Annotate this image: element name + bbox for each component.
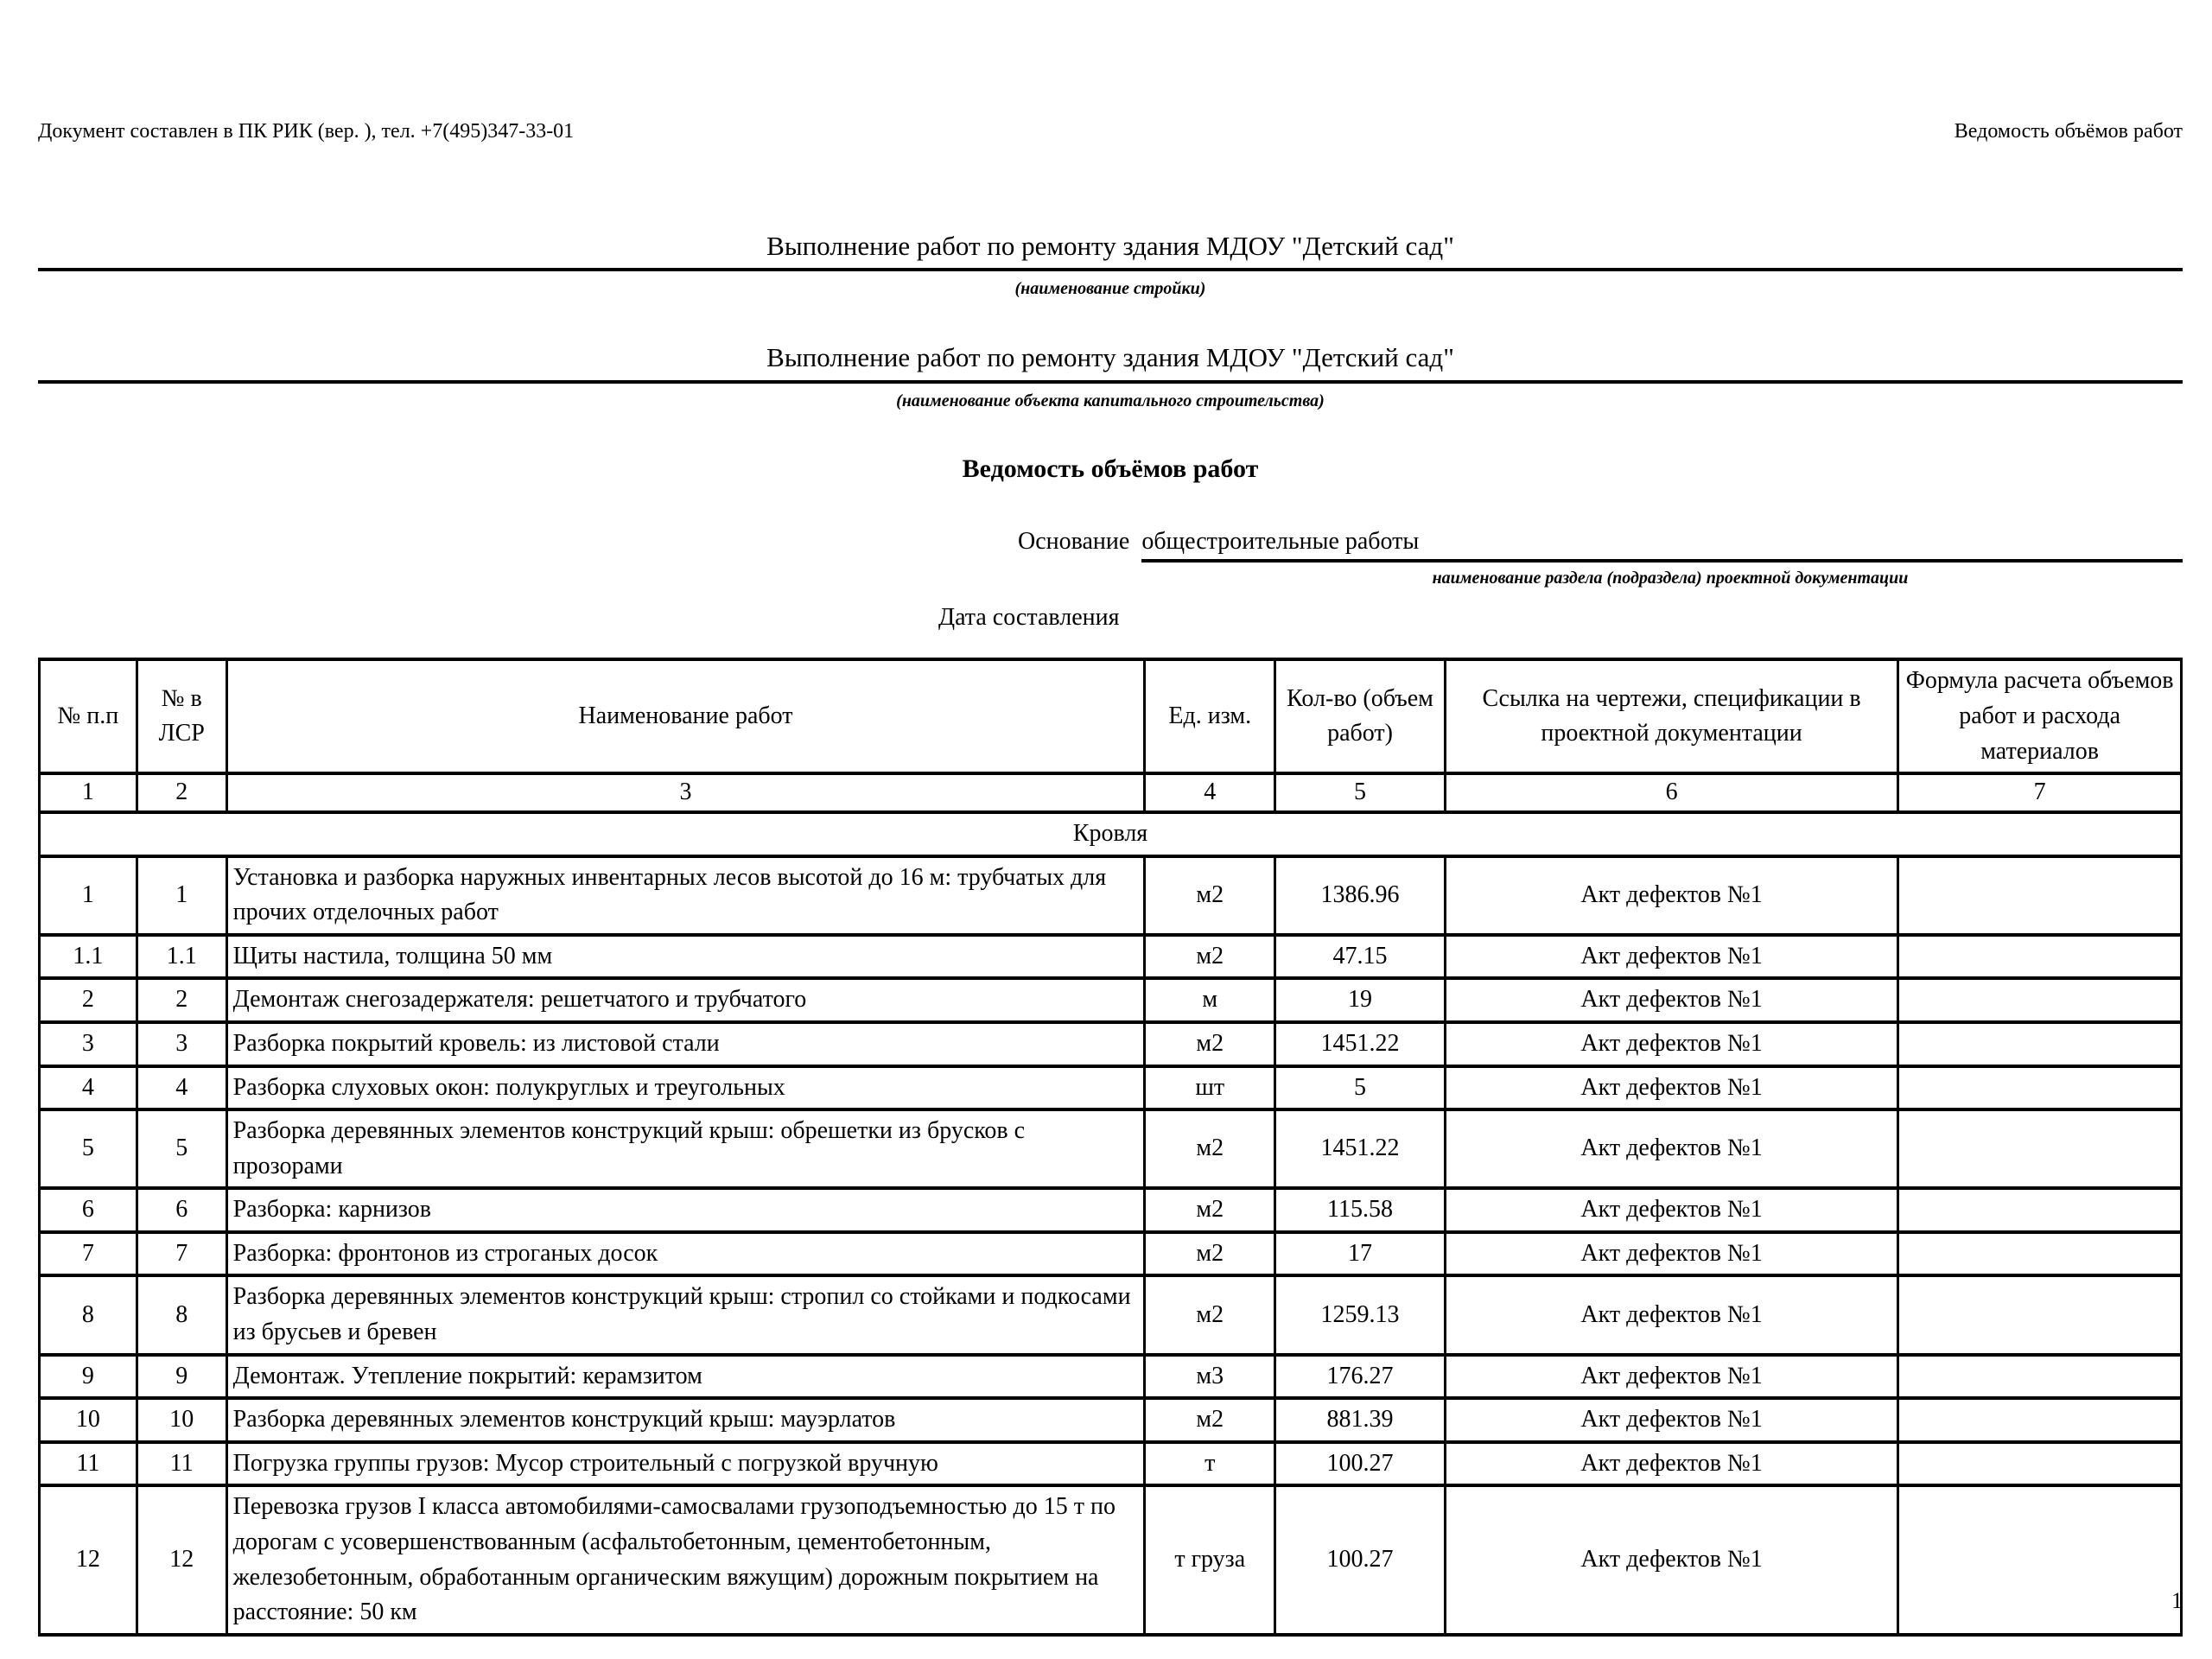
basis-row	[38, 526, 2183, 563]
object-name: Выполнение работ по ремонту здания МДОУ "Детский сад"	[38, 342, 2183, 384]
cell-num: 10	[40, 1398, 137, 1442]
cell-qty: 5	[1275, 1066, 1446, 1110]
header-ref: Ссылка на чертежи, спецификации в проектной документации	[1445, 659, 1897, 773]
table-row	[40, 1398, 2182, 1442]
cell-ref: Акт дефектов №1	[1445, 1066, 1897, 1110]
cell-name: Демонтаж снегозадержателя: решетчатого и трубчатого	[226, 978, 1145, 1022]
table-row	[40, 1022, 2182, 1066]
table-row	[40, 1232, 2182, 1276]
col-number: 6	[1445, 773, 1897, 812]
cell-formula	[1898, 1066, 2182, 1110]
cell-unit: м2	[1145, 1398, 1275, 1442]
software-info: Документ составлен в ПК РИК (вер. ), тел. +7(495)347-33-01	[38, 120, 575, 143]
cell-num: 5	[40, 1109, 137, 1188]
cell-unit: м2	[1145, 1232, 1275, 1276]
cell-lsr: 3	[137, 1022, 226, 1066]
cell-name: Установка и разборка наружных инвентарных лесов высотой до 16 м: трубчатых для прочих отделочных работ	[226, 856, 1145, 935]
construction-name: Выполнение работ по ремонту здания МДОУ "Детский сад"	[38, 231, 2183, 272]
table-row	[40, 1066, 2182, 1110]
cell-name: Разборка деревянных элементов конструкций крыш: обрешетки из брусков с прозорами	[226, 1109, 1145, 1188]
cell-unit: м3	[1145, 1355, 1275, 1399]
cell-lsr: 9	[137, 1355, 226, 1399]
table-row	[40, 1188, 2182, 1232]
cell-formula	[1898, 935, 2182, 979]
works-table	[38, 658, 2183, 1636]
cell-unit: шт	[1145, 1066, 1275, 1110]
cell-formula	[1898, 1275, 2182, 1354]
cell-name: Разборка деревянных элементов конструкций крыш: мауэрлатов	[226, 1398, 1145, 1442]
cell-ref: Акт дефектов №1	[1445, 856, 1897, 935]
cell-formula	[1898, 978, 2182, 1022]
object-name-caption: (наименование объекта капитального строительства)	[896, 391, 1325, 411]
cell-unit: м	[1145, 978, 1275, 1022]
cell-unit: м2	[1145, 1109, 1275, 1188]
cell-lsr: 4	[137, 1066, 226, 1110]
cell-ref: Акт дефектов №1	[1445, 1355, 1897, 1399]
cell-num: 7	[40, 1232, 137, 1276]
col-number: 1	[40, 773, 137, 812]
cell-qty: 1451.22	[1275, 1109, 1446, 1188]
cell-unit: м2	[1145, 1188, 1275, 1232]
cell-qty: 100.27	[1275, 1442, 1446, 1486]
document-page	[38, 0, 2183, 1637]
header-unit: Ед. изм.	[1145, 659, 1275, 773]
section-title: Кровля	[40, 812, 2182, 856]
cell-name: Разборка: фронтонов из строганых досок	[226, 1232, 1145, 1276]
cell-formula	[1898, 1188, 2182, 1232]
cell-qty: 1386.96	[1275, 856, 1446, 935]
cell-ref: Акт дефектов №1	[1445, 1188, 1897, 1232]
cell-name: Разборка покрытий кровель: из листовой стали	[226, 1022, 1145, 1066]
table-row	[40, 1275, 2182, 1354]
cell-formula	[1898, 1355, 2182, 1399]
cell-qty: 100.27	[1275, 1485, 1446, 1634]
basis-label: Основание	[1018, 527, 1130, 555]
table-row	[40, 1109, 2182, 1188]
table-row	[40, 978, 2182, 1022]
cell-lsr: 5	[137, 1109, 226, 1188]
cell-num: 6	[40, 1188, 137, 1232]
cell-formula	[1898, 856, 2182, 935]
cell-lsr: 1	[137, 856, 226, 935]
cell-lsr: 2	[137, 978, 226, 1022]
col-number: 7	[1898, 773, 2182, 812]
header-formula: Формула расчета объемов работ и расхода материалов	[1898, 659, 2182, 773]
cell-num: 2	[40, 978, 137, 1022]
cell-num: 9	[40, 1355, 137, 1399]
cell-name: Разборка слуховых окон: полукруглых и треугольных	[226, 1066, 1145, 1110]
col-number: 5	[1275, 773, 1446, 812]
cell-ref: Акт дефектов №1	[1445, 978, 1897, 1022]
cell-formula	[1898, 1109, 2182, 1188]
cell-unit: м2	[1145, 935, 1275, 979]
table-header-row	[40, 659, 2182, 773]
cell-unit: м2	[1145, 856, 1275, 935]
table-row	[40, 1442, 2182, 1486]
table-row	[40, 856, 2182, 935]
table-row	[40, 935, 2182, 979]
header-lsr: № в ЛСР	[137, 659, 226, 773]
cell-num: 4	[40, 1066, 137, 1110]
col-number: 4	[1145, 773, 1275, 812]
object-name-block	[38, 342, 2183, 411]
cell-qty: 17	[1275, 1232, 1446, 1276]
cell-name: Разборка деревянных элементов конструкций крыш: стропил со стойками и подкосами из брусьев и бревен	[226, 1275, 1145, 1354]
construction-name-block	[38, 231, 2183, 300]
cell-num: 1.1	[40, 935, 137, 979]
cell-qty: 47.15	[1275, 935, 1446, 979]
cell-ref: Акт дефектов №1	[1445, 1275, 1897, 1354]
header-name: Наименование работ	[226, 659, 1145, 773]
table-row	[40, 1355, 2182, 1399]
date-label: Дата составления	[938, 603, 1120, 631]
cell-unit: м2	[1145, 1275, 1275, 1354]
cell-name: Щиты настила, толщина 50 мм	[226, 935, 1145, 979]
cell-unit: т	[1145, 1442, 1275, 1486]
cell-ref: Акт дефектов №1	[1445, 1022, 1897, 1066]
cell-name: Разборка: карнизов	[226, 1188, 1145, 1232]
cell-ref: Акт дефектов №1	[1445, 1442, 1897, 1486]
cell-num: 8	[40, 1275, 137, 1354]
cell-lsr: 11	[137, 1442, 226, 1486]
page-number: 1	[2171, 1588, 2183, 1613]
cell-ref: Акт дефектов №1	[1445, 1485, 1897, 1634]
meta-row	[38, 119, 2183, 144]
cell-formula	[1898, 1485, 2182, 1634]
construction-name-caption: (наименование стройки)	[1014, 279, 1206, 299]
header-num: № п.п	[40, 659, 137, 773]
header-qty: Кол-во (объем работ)	[1275, 659, 1446, 773]
cell-lsr: 8	[137, 1275, 226, 1354]
cell-unit: м2	[1145, 1022, 1275, 1066]
cell-qty: 881.39	[1275, 1398, 1446, 1442]
cell-name: Погрузка группы грузов: Мусор строительный с погрузкой вручную	[226, 1442, 1145, 1486]
cell-ref: Акт дефектов №1	[1445, 1232, 1897, 1276]
cell-name: Демонтаж. Утепление покрытий: керамзитом	[226, 1355, 1145, 1399]
cell-lsr: 10	[137, 1398, 226, 1442]
cell-unit: т груза	[1145, 1485, 1275, 1634]
table-row	[40, 1485, 2182, 1634]
cell-ref: Акт дефектов №1	[1445, 1109, 1897, 1188]
cell-qty: 1451.22	[1275, 1022, 1446, 1066]
cell-num: 1	[40, 856, 137, 935]
column-numbers-row	[40, 773, 2182, 812]
col-number: 2	[137, 773, 226, 812]
document-type-label: Ведомость объёмов работ	[1954, 120, 2183, 143]
cell-num: 12	[40, 1485, 137, 1634]
page-title: Ведомость объёмов работ	[962, 454, 1259, 484]
cell-lsr: 12	[137, 1485, 226, 1634]
basis-value: общестроительные работы	[1141, 526, 2183, 563]
cell-name: Перевозка грузов I класса автомобилями-самосвалами грузоподъемностью до 15 т по дорогам с усовершенствованным (асфальтобетонным, цементобетонным, железобетонным, обработанным органическим вяжущим) дорожным покрытием на расстояние: 50 км	[226, 1485, 1145, 1634]
cell-qty: 1259.13	[1275, 1275, 1446, 1354]
cell-lsr: 6	[137, 1188, 226, 1232]
section-row	[40, 812, 2182, 856]
cell-formula	[1898, 1232, 2182, 1276]
cell-num: 11	[40, 1442, 137, 1486]
cell-ref: Акт дефектов №1	[1445, 1398, 1897, 1442]
cell-formula	[1898, 1022, 2182, 1066]
cell-formula	[1898, 1442, 2182, 1486]
cell-num: 3	[40, 1022, 137, 1066]
cell-formula	[1898, 1398, 2182, 1442]
col-number: 3	[226, 773, 1145, 812]
cell-ref: Акт дефектов №1	[1445, 935, 1897, 979]
cell-lsr: 7	[137, 1232, 226, 1276]
cell-qty: 19	[1275, 978, 1446, 1022]
cell-qty: 115.58	[1275, 1188, 1446, 1232]
cell-lsr: 1.1	[137, 935, 226, 979]
basis-caption: наименование раздела (подраздела) проектной документации	[1432, 568, 1909, 588]
cell-qty: 176.27	[1275, 1355, 1446, 1399]
